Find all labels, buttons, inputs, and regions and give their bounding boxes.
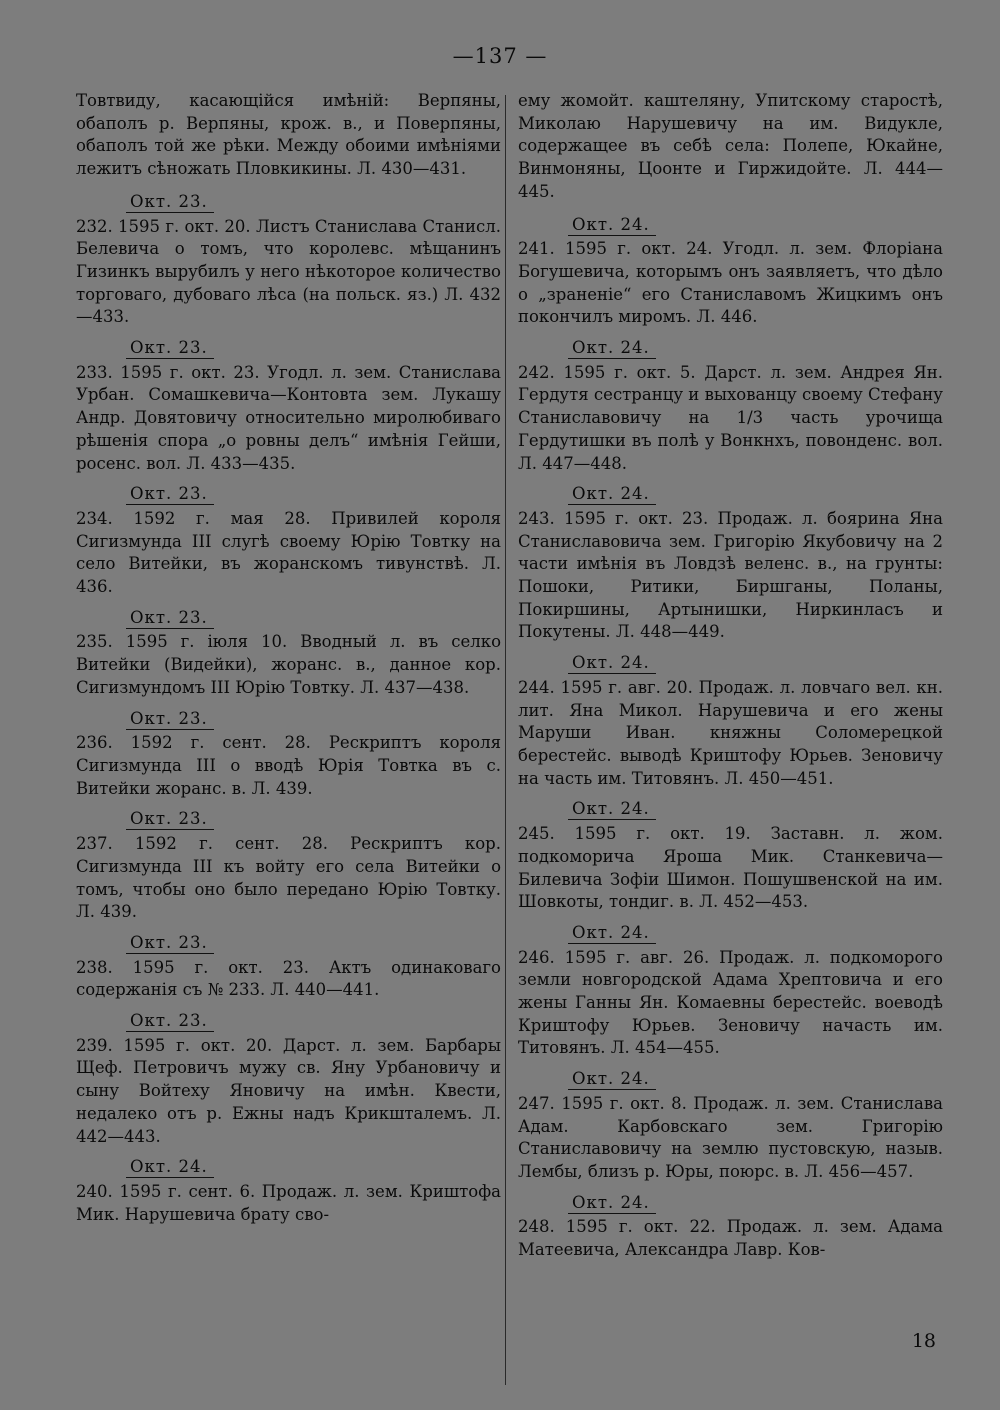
- entry-text: 242. 1595 г. окт. 5. Дарст. л. зем. Андрея Ян. Гердутя сестранцу и выхованцу своему Стефану Станиславовичу на 1/3 часть урочища Гердутишки въ полѣ у Вонкнхъ, повонденс. вол. Л. 447—448.: [518, 362, 943, 473]
- entry-date: Окт. 23.: [126, 338, 214, 359]
- left-column: [76, 90, 501, 1234]
- entry-date: Окт. 23.: [126, 709, 214, 730]
- entry-text: 232. 1595 г. окт. 20. Листъ Станислава Станисл. Белевича о томъ, что королевс. мѣщанинъ Гизинкъ вырубилъ у него нѣкоторое количество торговаго, дубоваго лѣса (на польск. яз.) Л. 432—433.: [76, 216, 501, 327]
- entry-text: 234. 1592 г. мая 28. Привилей короля Сигизмунда III слугѣ своему Юрію Товтку на село Витейки, въ жоранскомъ тивунствѣ. Л. 436.: [76, 508, 501, 597]
- entry-text: 243. 1595 г. окт. 23. Продаж. л. боярина Яна Станиславовича зем. Григорію Якубовичу на 2 части имѣнія въ Ловдзѣ веленс. в., на грунты: Пошоки, Ритики, Биршганы, Поланы, Покиршины, Артынишки, Ниркинласъ и Покутены. Л. 448—449.: [518, 508, 943, 642]
- page-number: —137 —: [452, 44, 548, 68]
- entry-date: Окт. 24.: [568, 1069, 656, 1090]
- entry-246: [518, 922, 943, 1060]
- entry-text: 248. 1595 г. окт. 22. Продаж. л. зем. Адама Матеевича, Александра Лавр. Ков-: [518, 1217, 943, 1260]
- entry-239: [76, 1010, 501, 1148]
- left-lead-text: Товтвиду, касающійся имѣній: Верпяны, обаполъ р. Верпяны, крож. в., и Поверпяны, обаполъ той же рѣки. Между обоими имѣніями лежитъ сѣножать Пловкикины. Л. 430—431.: [76, 91, 501, 179]
- entry-245: [518, 798, 943, 914]
- entry-240: [76, 1156, 501, 1226]
- entry-247: [518, 1068, 943, 1184]
- entry-date: Окт. 24.: [568, 923, 656, 944]
- entry-234: [76, 483, 501, 599]
- entry-243: [518, 483, 943, 644]
- entry-235: [76, 607, 501, 700]
- right-lead-text: ему жомойт. каштеляну, Упитскому старостѣ, Миколаю Нарушевичу на им. Видукле, содержащее въ себѣ села: Полепе, Юкайне, Винмоняны, Цоонте и Гиржидойте. Л. 444—445.: [518, 91, 943, 201]
- entry-text: 237. 1592 г. сент. 28. Рескриптъ кор. Сигизмунда III къ войту его села Витейки о томъ, чтобы оно было передано Юрію Товтку. Л. 439.: [76, 834, 501, 922]
- entry-233: [76, 337, 501, 475]
- entry-232: [76, 191, 501, 329]
- entry-text: 239. 1595 г. окт. 20. Дарст. л. зем. Барбары Щеф. Петровичъ мужу св. Яну Урбановичу и сыну Войтеху Яновичу на имѣн. Квести, недалеко отъ р. Ежны надъ Крикшталемъ. Л. 442—443.: [76, 1035, 501, 1146]
- entry-236: [76, 708, 501, 801]
- entry-242: [518, 337, 943, 475]
- entry-text: 240. 1595 г. сент. 6. Продаж. л. зем. Криштофа Мик. Нарушевича брату сво-: [76, 1181, 501, 1224]
- entry-text: 236. 1592 г. сент. 28. Рескриптъ короля Сигизмунда III о вводѣ Юрія Товтка въ с. Витейки жоранс. в. Л. 439.: [76, 733, 501, 798]
- entry-date: Окт. 23.: [126, 608, 214, 629]
- entry-date: Окт. 24.: [568, 484, 656, 505]
- entry-text: 246. 1595 г. авг. 26. Продаж. л. подкоморого земли новгородской Адама Хрептовича и его жены Ганны Ян. Комаевны берестейс. воеводѣ Криштофу Юрьев. Зеновичу начасть им. Титовянъ. Л. 454—455.: [518, 947, 943, 1058]
- column-divider: [505, 95, 506, 1385]
- entry-text: 247. 1595 г. окт. 8. Продаж. л. зем. Станислава Адам. Карбовскаго зем. Григорію Станиславовичу на землю пустовскую, назыв. Лембы, близъ р. Юры, поюрс. в. Л. 456—457.: [518, 1093, 943, 1181]
- entry-237: [76, 808, 501, 924]
- entry-241: [518, 214, 943, 330]
- signature-mark: 18: [911, 1330, 936, 1352]
- entry-date: Окт. 23.: [126, 484, 214, 505]
- entry-244: [518, 652, 943, 790]
- right-column: [518, 90, 943, 1270]
- entry-date: Окт. 23.: [126, 1011, 214, 1032]
- entry-text: 235. 1595 г. іюля 10. Вводный л. въ селко Витейки (Видейки), жоранс. в., данное кор. Сигизмундомъ III Юрію Товтку. Л. 437—438.: [76, 632, 501, 697]
- entry-date: Окт. 23.: [126, 809, 214, 830]
- entry-text: 244. 1595 г. авг. 20. Продаж. л. ловчаго вел. кн. лит. Яна Микол. Нарушевича и его жены Маруши Иван. княжны Соломерецкой берестейс. выводѣ Криштофу Юрьев. Зеновичу на часть им. Титовянъ. Л. 450—451.: [518, 677, 943, 788]
- entry-date: Окт. 24.: [568, 799, 656, 820]
- entry-text: 238. 1595 г. окт. 23. Актъ одинаковаго содержанія съ № 233. Л. 440—441.: [76, 957, 501, 1000]
- entry-date: Окт. 24.: [568, 338, 656, 359]
- entry-text: 241. 1595 г. окт. 24. Угодл. л. зем. Флоріана Богушевича, которымъ онъ заявляетъ, что дѣло о „зраненіе“ его Станиславомъ Жицкимъ онъ покончилъ миромъ. Л. 446.: [518, 239, 943, 327]
- entry-text: 233. 1595 г. окт. 23. Угодл. л. зем. Станислава Урбан. Сомашкевича—Контовта зем. Лукашу Андр. Довятовичу относительно миролюбиваго рѣшенія спора „о ровны делъ“ имѣнія Гейши, росенс. вол. Л. 433—435.: [76, 362, 501, 473]
- entry-date: Окт. 23.: [126, 192, 214, 213]
- entry-date: Окт. 23.: [126, 933, 214, 954]
- entry-248: [518, 1192, 943, 1262]
- entry-text: 245. 1595 г. окт. 19. Заставн. л. жом. подкоморича Ярошa Мик. Станкевича—Билевича Зофіи Шимон. Пошушвенской на им. Шовкоты, тондиг. в. Л. 452—453.: [518, 824, 943, 912]
- entry-date: Окт. 24.: [568, 653, 656, 674]
- entry-238: [76, 932, 501, 1002]
- entry-date: Окт. 24.: [126, 1157, 214, 1178]
- entry-date: Окт. 24.: [568, 215, 656, 236]
- entry-date: Окт. 24.: [568, 1193, 656, 1214]
